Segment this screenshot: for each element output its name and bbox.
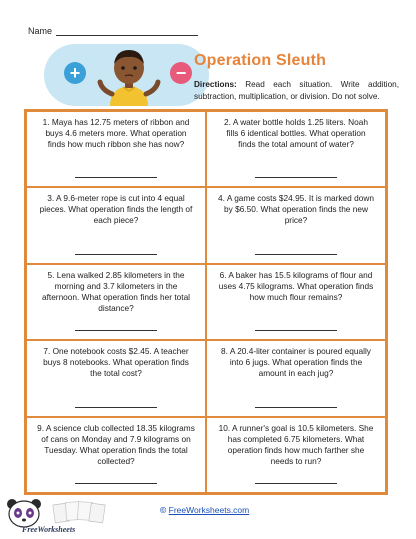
problem-text: 4. A game costs $24.95. It is marked down by $6.50. What operation finds the new price? xyxy=(218,193,374,226)
minus-icon: − xyxy=(170,62,192,84)
problem-text: 3. A 9.6-meter rope is cut into 4 equal pieces. What operation finds the length of each piece? xyxy=(39,193,193,226)
answer-line[interactable] xyxy=(255,483,337,484)
worksheet-stack-icon xyxy=(52,500,112,524)
problem-cell-8 xyxy=(206,340,386,416)
problem-text: 7. One notebook costs $2.45. A teacher buys 8 notebooks. What operation finds the total cost? xyxy=(43,346,189,379)
name-label: Name xyxy=(28,26,53,36)
problem-text: 8. A 20.4-liter container is poured equally into 6 jugs. What operation finds the amount in each jug? xyxy=(221,346,371,379)
answer-line[interactable] xyxy=(255,254,337,255)
header-illustration-bg xyxy=(44,44,209,106)
answer-line[interactable] xyxy=(75,330,157,331)
answer-line[interactable] xyxy=(75,483,157,484)
site-logo-text: FreeWorksheets xyxy=(22,525,76,534)
answer-line[interactable] xyxy=(75,407,157,408)
answer-line[interactable] xyxy=(75,177,157,178)
copyright xyxy=(160,505,249,515)
header xyxy=(36,44,399,106)
problem-cell-10 xyxy=(206,417,386,493)
directions-text: Read each situation. Write addition, subtraction, multiplication, or division. Do not solve. xyxy=(194,80,399,101)
problem-text: 10. A runner's goal is 10.5 kilometers. She has completed 6.75 kilometers. What operation finds how much farther she needs to run? xyxy=(218,422,374,466)
problem-cell-2 xyxy=(206,111,386,187)
problem-cell-6 xyxy=(206,264,386,340)
problem-text: 2. A water bottle holds 1.25 liters. Noah fills 6 identical bottles. What operation finds the total amount of water? xyxy=(224,117,368,149)
copyright-symbol: © xyxy=(160,505,169,515)
problem-cell-5 xyxy=(26,264,206,340)
answer-line[interactable] xyxy=(255,330,337,331)
problem-text: 1. Maya has 12.75 meters of ribbon and buys 4.6 meters more. What operation finds how much ribbon she has now? xyxy=(42,117,190,149)
answer-line[interactable] xyxy=(75,254,157,255)
worksheet-title: Operation Sleuth xyxy=(194,52,327,69)
thinking-kid-illustration xyxy=(96,44,162,106)
problem-text: 6. A baker has 15.5 kilograms of flour and uses 4.75 kilograms. What operation finds how much flour remains? xyxy=(218,269,374,302)
problem-cell-9 xyxy=(26,417,206,493)
answer-line[interactable] xyxy=(255,177,337,178)
name-line[interactable] xyxy=(56,26,198,36)
problem-cell-3 xyxy=(26,187,206,263)
problem-text: 5. Lena walked 2.85 kilometers in the morning and 3.7 kilometers in the afternoon. What operation finds her total distance? xyxy=(41,269,191,313)
problem-text: 9. A science club collected 18.35 kilograms of cans on Monday and 7.9 kilograms on Tuesday. What operation finds the total collected? xyxy=(37,422,195,466)
problem-grid xyxy=(24,109,388,495)
plus-icon: + xyxy=(64,62,86,84)
copyright-link[interactable]: FreeWorksheets.com xyxy=(168,505,250,515)
name-field[interactable] xyxy=(28,26,198,36)
answer-line[interactable] xyxy=(255,407,337,408)
problem-cell-1 xyxy=(26,111,206,187)
problem-cell-4 xyxy=(206,187,386,263)
directions-label: Directions: xyxy=(194,80,237,89)
directions xyxy=(194,79,399,103)
problem-cell-7 xyxy=(26,340,206,416)
